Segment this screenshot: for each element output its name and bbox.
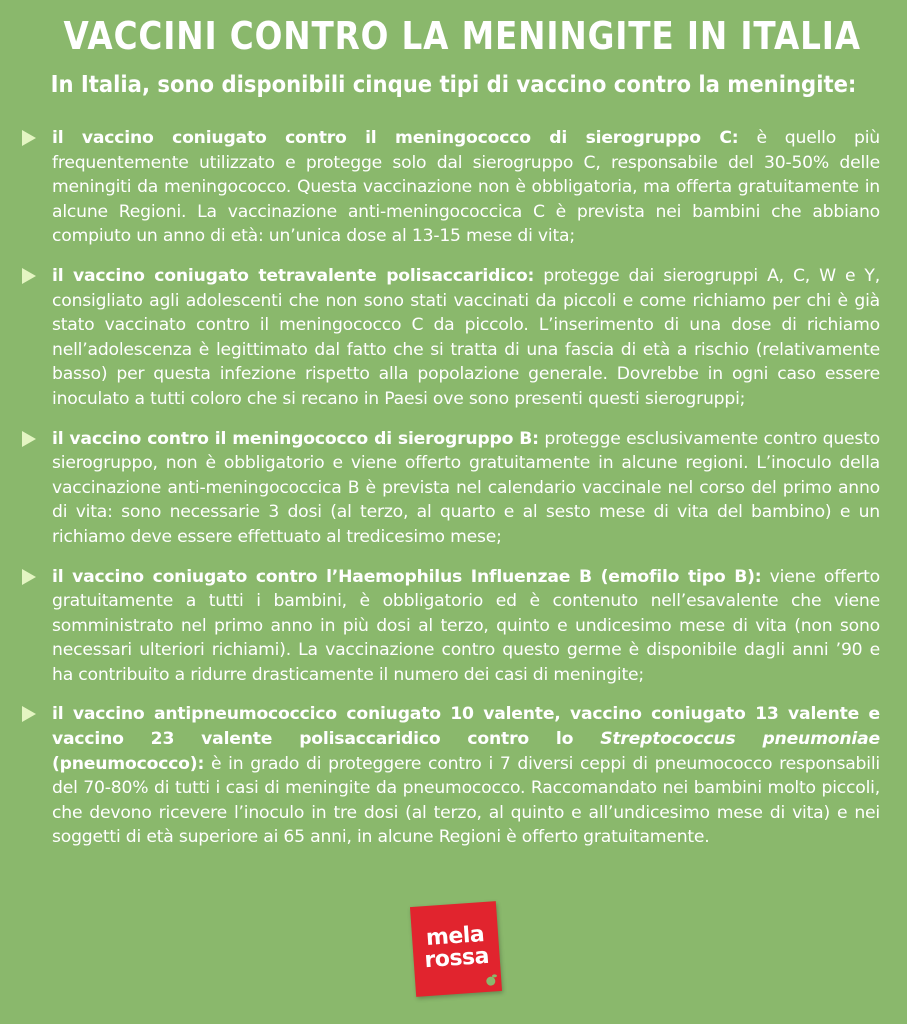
- list-item: [22, 427, 880, 550]
- item-text: protegge esclusivamente contro questo sierogruppo, non è obbligatorio e viene offerto gratuitamente in alcune regioni. L’inoculo della vaccinazione anti-meningococcica B è prevista nel calendario vaccinale nel corso del primo anno di vita: sono necessarie 3 dosi (al terzo, al quarto e al sesto mese di vita del bambino) e un richiamo deve essere effettuato al tredicesimo mese;: [52, 428, 880, 547]
- triangle-bullet-icon: [22, 130, 36, 146]
- apple-icon: [486, 976, 496, 986]
- item-heading: il vaccino coniugato tetravalente polisaccaridico:: [52, 265, 535, 286]
- item-text: è in grado di proteggere contro i 7 diversi ceppi di pneumococco responsabili del 70-80% di tutti i casi di meningite da pneumococco. Raccomandato nei bambini molto piccoli, che devono ricevere l’inoculo in tre dosi (al terzo, al quinto e all’undicesimo mese di vita) e nei soggetti di età superiore ai 65 anni, in alcune Regioni è offerto gratuitamente.: [52, 753, 880, 848]
- triangle-bullet-icon: [22, 706, 36, 722]
- item-heading-italic: Streptococcus pneumoniae: [600, 729, 880, 750]
- item-heading: il vaccino antipneumococcico coniugato 10 valente, vaccino coniugato 13 valente e vaccino 23 valente polisaccaridico contro lo: [52, 704, 880, 750]
- triangle-bullet-icon: [22, 569, 36, 585]
- page-title: VACCINI CONTRO LA MENINGITE IN ITALIA: [63, 14, 861, 58]
- list-item: [22, 264, 880, 412]
- list-item: [22, 702, 880, 850]
- list-item: [22, 126, 880, 249]
- list-item: [22, 565, 880, 688]
- item-heading-tail: (pneumococco):: [52, 753, 205, 774]
- item-text: viene offerto gratuitamente a tutti i bambini, è obbligatorio ed è contenuto nell’esavalente che viene somministrato nel primo anno in più dosi al terzo, quinto e undicesimo mese di vita (non sono necessari ulteriori richiami). La vaccinazione contro questo germe è disponibile dagli anni ’90 e ha contribuito a ridurre drasticamente il numero dei casi di meningite;: [52, 566, 880, 685]
- item-text: protegge dai sierogruppi A, C, W e Y, consigliato agli adolescenti che non sono stati vaccinati da piccoli e come richiamo per chi è già stato vaccinato contro il meningococco C da piccolo. L’inserimento di una dose di richiamo nell’adolescenza è legittimato dal fatto che si tratta di una fascia di età a rischio (relativamente basso) per questa infezione rispetto alla popolazione generale. Dovrebbe in ogni caso essere inoculato a tutti coloro che si recano in Paesi ove sono presenti questi sierogruppi;: [52, 265, 880, 409]
- page-subtitle: In Italia, sono disponibili cinque tipi di vaccino contro la meningite:: [50, 72, 857, 98]
- item-heading: il vaccino coniugato contro l’Haemophilus Influenzae B (emofilo tipo B):: [52, 566, 762, 587]
- vaccine-list: [22, 126, 880, 865]
- item-heading: il vaccino contro il meningococco di sierogruppo B:: [52, 428, 539, 449]
- logo-line-2: rossa: [423, 943, 490, 974]
- melarossa-logo: [410, 901, 502, 997]
- triangle-bullet-icon: [22, 268, 36, 284]
- item-text: è quello più frequentemente utilizzato e protegge solo dal sierogruppo C, responsabile del 30-50% delle meningiti da meningococco. Questa vaccinazione non è obbligatoria, ma offerta gratuitamente in alcune Regioni. La vaccinazione anti-meningococcica C è prevista nei bambini che abbiano compiuto un anno di età: un’unica dose al 13-15 mese di vita;: [52, 128, 880, 247]
- item-heading: il vaccino coniugato contro il meningococco di sierogruppo C:: [52, 128, 739, 148]
- logo-line-1: mela: [425, 922, 486, 952]
- triangle-bullet-icon: [22, 431, 36, 447]
